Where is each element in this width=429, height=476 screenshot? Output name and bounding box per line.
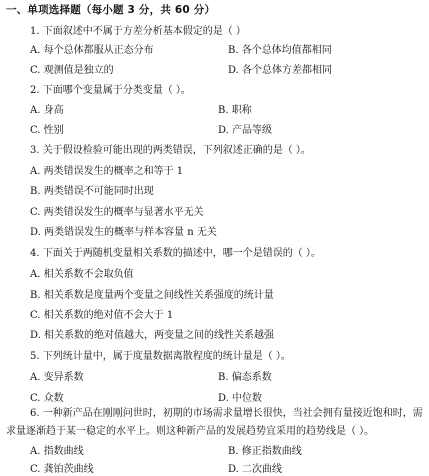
question-6-stem: 6. 一种新产品在刚刚问世时，初期的市场需求量增长很快，当社会拥有量接近饱和时，需求量逐渐趋于某一稳定的水平上。则这种新产品的发展趋势宜采用的趋势线是（ ）。 (6, 408, 423, 437)
question-4-option-c: C. 相关系数的绝对值不会大于 1 (30, 310, 174, 321)
question-1-option-b: B. 各个总体均值都相同 (228, 45, 332, 56)
question-6-option-a: A. 指数曲线 (30, 446, 84, 457)
question-5-option-c: C. 众数 (30, 393, 64, 404)
question-1-option-c: C. 观测值是独立的 (30, 65, 114, 76)
question-5-option-b: B. 偏态系数 (218, 372, 272, 383)
question-1-option-d: D. 各个总体方差都相同 (228, 65, 333, 76)
question-6-option-b: B. 修正指数曲线 (228, 446, 302, 457)
question-1-option-a: A. 每个总体都服从正态分布 (30, 45, 154, 56)
question-2-stem: 2. 下面哪个变量属于分类变量（ ）。 (30, 85, 191, 96)
question-2-option-a: A. 身高 (30, 105, 64, 116)
question-4-option-b: B. 相关系数是度量两个变量之间线性关系强度的统计量 (30, 290, 274, 301)
question-5-option-d: D. 中位数 (218, 393, 263, 404)
question-6-option-c: C. 龚铂茨曲线 (30, 464, 94, 475)
question-3-option-b: B. 两类错误不可能同时出现 (30, 186, 154, 197)
question-2-option-c: C. 性别 (30, 125, 64, 136)
section-title: 一、单项选择题（每小题 3 分，共 60 分） (6, 4, 216, 16)
question-3-option-a: A. 两类错误发生的概率之和等于 1 (30, 166, 184, 177)
question-6-option-d: D. 二次曲线 (228, 464, 283, 475)
question-4-option-d: D. 相关系数的绝对值越大，两变量之间的线性关系越强 (30, 330, 275, 341)
question-3-option-d: D. 两类错误发生的概率与样本容量 n 无关 (30, 227, 217, 238)
question-4-stem: 4. 下面关于两随机变量相关系数的描述中，哪一个是错误的（ ）。 (30, 248, 321, 259)
question-4-option-a: A. 相关系数不会取负值 (30, 269, 134, 280)
question-3-option-c: C. 两类错误发生的概率与显著水平无关 (30, 207, 204, 218)
question-5-stem: 5. 下列统计量中，属于度量数据离散程度的统计量是（ ）。 (30, 351, 291, 362)
question-2-option-d: D. 产品等级 (218, 125, 273, 136)
question-3-stem: 3. 关于假设检验可能出现的两类错误，下列叙述正确的是（ ）。 (30, 145, 311, 156)
question-1-stem: 1. 下面叙述中不属于方差分析基本假定的是（ ） (30, 26, 246, 37)
question-2-option-b: B. 职称 (218, 105, 252, 116)
question-5-option-a: A. 变异系数 (30, 372, 84, 383)
